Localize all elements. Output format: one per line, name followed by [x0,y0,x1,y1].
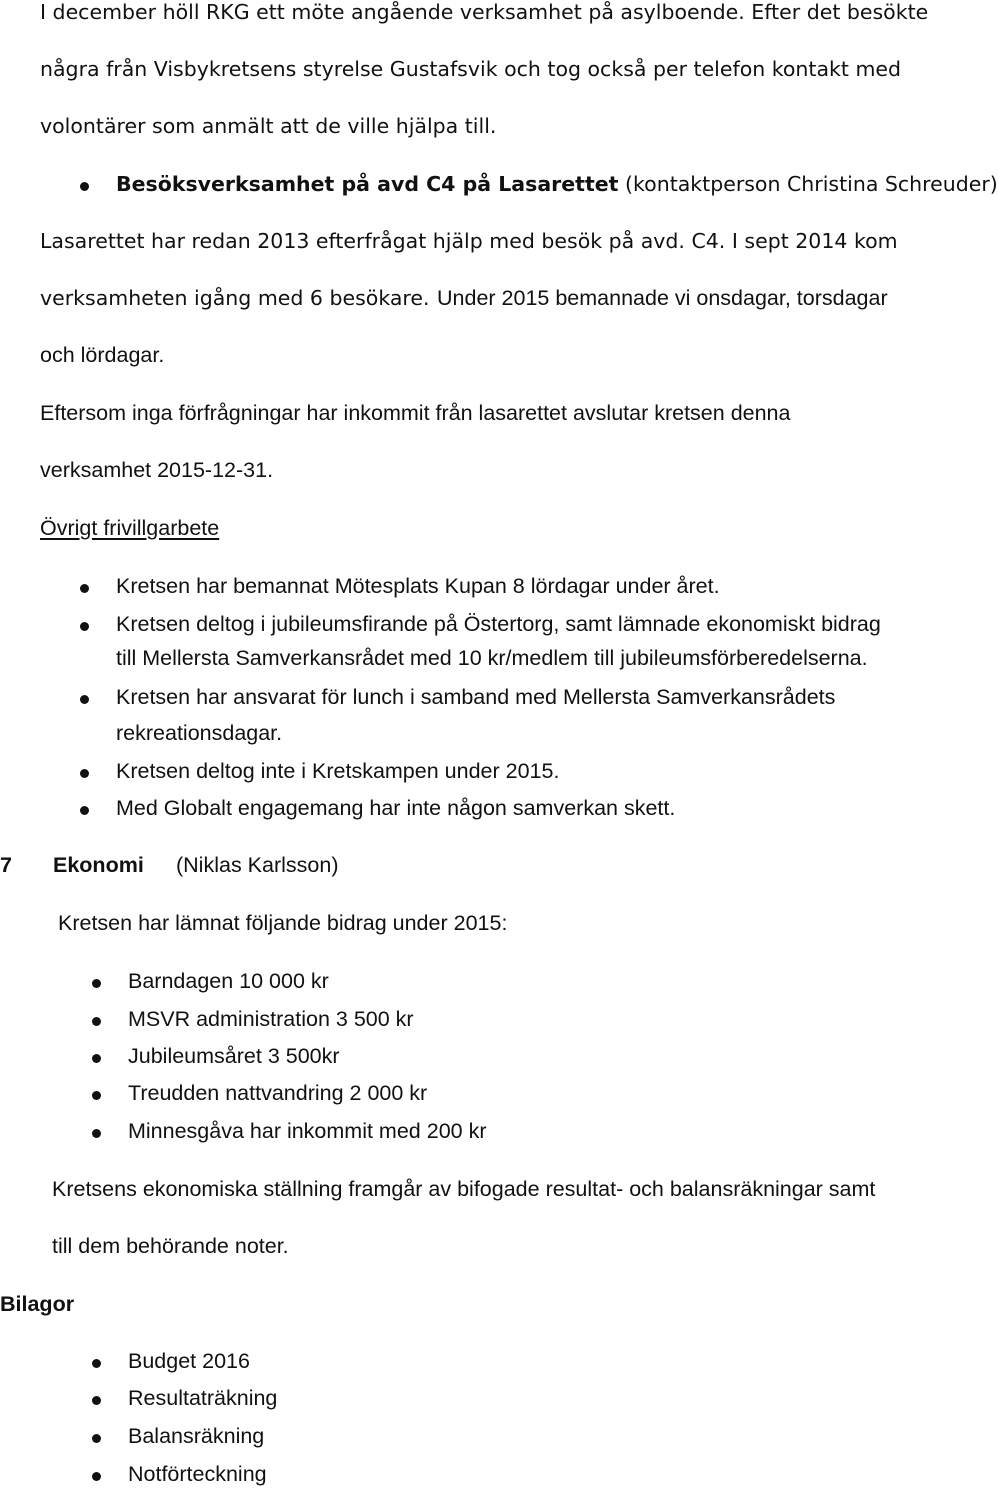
bilagor-item-2: Resultaträkning [128,1386,278,1410]
bilagor-item-4: Notförteckning [128,1462,267,1486]
besok-p2-line-1: Eftersom inga förfrågningar har inkommit från lasarettet avslutar kretsen denna [40,401,791,425]
intro-line-2: några från Visbykretsens styrelse Gustafsvik och tog också per telefon kontakt med [40,57,902,81]
ekonomi-intro: Kretsen har lämnat följande bidrag under 2015: [58,911,508,935]
bullet-icon [92,1359,101,1368]
besok-heading [116,174,998,195]
ovrigt-item-3-line-2: rekreationsdagar. [116,721,283,745]
besok-heading-bold: Besöksverksamhet på avd C4 på Lasarettet [116,172,619,196]
bullet-icon [92,1091,101,1100]
bullet-icon [80,695,89,704]
ekonomi-item-3: Jubileumsåret 3 500kr [128,1044,340,1068]
ekonomi-item-4: Treudden nattvandring 2 000 kr [128,1081,428,1105]
ovrigt-heading: Övrigt frivillgarbete [40,516,220,540]
intro-line-1: I december höll RKG ett möte angående verksamhet på asylboende. Efter det besökte [40,0,929,24]
bilagor-heading: Bilagor [0,1292,75,1316]
bullet-icon [92,1054,101,1063]
besok-heading-contact: (kontaktperson Christina Schreuder) [625,172,998,196]
ekonomi-item-1: Barndagen 10 000 kr [128,969,329,993]
ovrigt-item-2-line-2: till Mellersta Samverkansrådet med 10 kr/medlem till jubileumsförberedelserna. [116,646,868,670]
bullet-icon [92,1434,101,1443]
bilagor-item-1: Budget 2016 [128,1349,250,1373]
ekonomi-item-2: MSVR administration 3 500 kr [128,1007,414,1031]
bullet-icon [92,1129,101,1138]
section-responsible: (Niklas Karlsson) [176,853,339,877]
ovrigt-item-4: Kretsen deltog inte i Kretskampen under 2015. [116,759,560,783]
bullet-icon [80,622,89,631]
bilagor-item-3: Balansräkning [128,1424,265,1448]
ovrigt-item-1: Kretsen har bemannat Mötesplats Kupan 8 lördagar under året. [116,574,720,598]
ovrigt-item-5: Med Globalt engagemang har inte någon samverkan skett. [116,796,676,820]
intro-line-3: volontärer som anmält att de ville hjälpa till. [40,114,497,138]
ovrigt-item-3-line-1: Kretsen har ansvarat för lunch i samband med Mellersta Samverkansrådets [116,685,836,709]
bullet-icon [80,806,89,815]
ekonomi-summary-line-1: Kretsens ekonomiska ställning framgår av bifogade resultat- och balansräkningar samt [52,1177,876,1201]
bullet-icon [92,979,101,988]
bullet-icon [92,1017,101,1026]
ekonomi-item-5: Minnesgåva har inkommit med 200 kr [128,1119,487,1143]
section-number: 7 [0,853,12,877]
bullet-icon [80,769,89,778]
besok-p1-line-2b: Under 2015 bemannade vi onsdagar, torsdagar [437,286,888,310]
besok-p2-line-2: verksamhet 2015-12-31. [40,458,274,482]
section-title: Ekonomi [53,853,144,877]
besok-p1-line-1: Lasarettet har redan 2013 efterfrågat hjälp med besök på avd. C4. I sept 2014 kom [40,229,898,253]
bullet-icon [92,1396,101,1405]
ovrigt-item-2-line-1: Kretsen deltog i jubileumsfirande på Östertorg, samt lämnade ekonomiskt bidrag [116,612,881,636]
bullet-icon [80,182,89,191]
bullet-icon [92,1472,101,1481]
bullet-icon [80,584,89,593]
ekonomi-summary-line-2: till dem behörande noter. [52,1234,289,1258]
besok-p1-line-2a: verksamheten igång med 6 besökare. [40,286,430,310]
besok-p1-line-3: och lördagar. [40,343,165,367]
